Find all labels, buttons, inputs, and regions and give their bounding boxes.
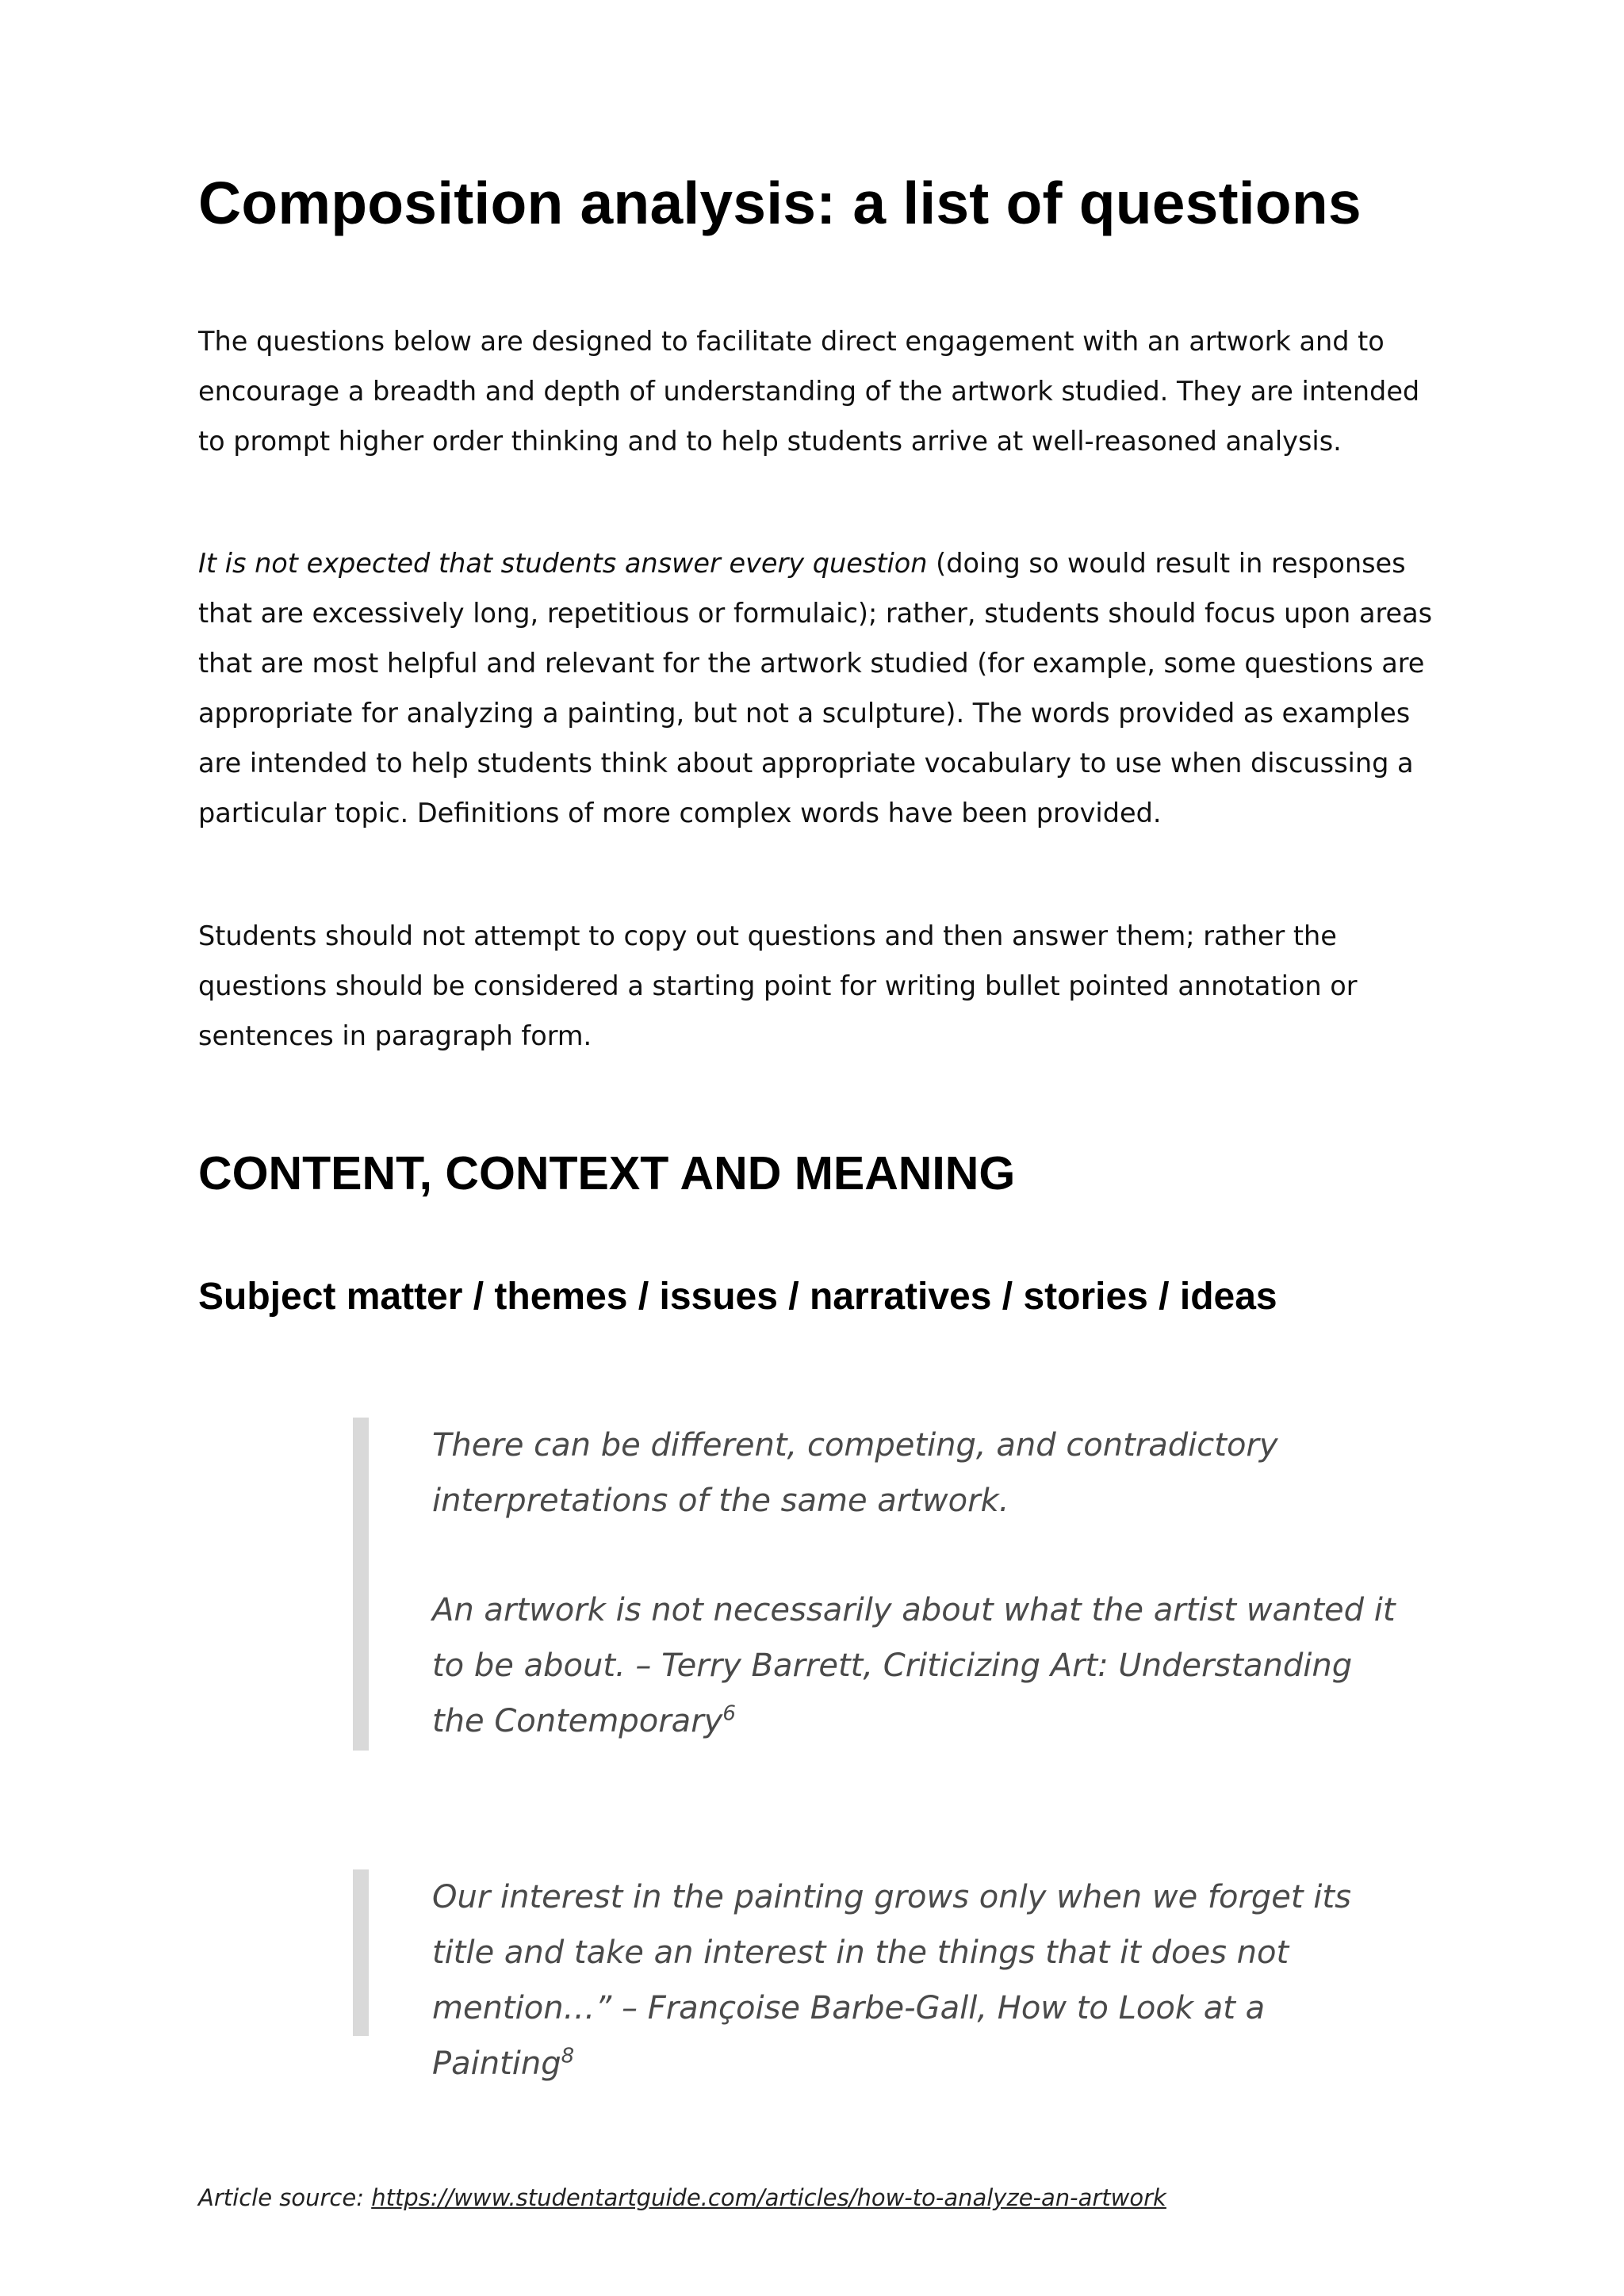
article-source-label: Article source:	[198, 2184, 372, 2211]
intro-paragraph: The questions below are designed to facilitate direct engagement with an artwork and to encourage a breadth and depth of understanding of the artwork studied. They are intended to prompt higher order thinking and to help students arrive at well-reasoned analysis.	[198, 326, 1420, 457]
subsection-heading: Subject matter / themes / issues / narratives / stories / ideas	[198, 1276, 1277, 1318]
note-paragraph	[198, 538, 1435, 838]
note-rest: (doing so would result in responses that are excessively long, repetitious or formulaic); rather, students should focus upon areas that are most helpful and relevant for the artwork studied (for example, some questions are appropriate for analyzing a painting, but not a sculpture). The words provided as examples are intended to help students think about appropriate vocabulary to use when discussing a particular topic. Definitions of more complex words have been provided.	[198, 548, 1433, 828]
article-source-link[interactable]: https://www.studentartguide.com/articles/how-to-analyze-an-artwork	[371, 2184, 1166, 2211]
quote-1-line-2	[432, 1582, 1400, 1749]
section-heading: CONTENT, CONTEXT AND MEANING	[198, 1147, 1016, 1200]
article-source	[198, 2182, 1166, 2214]
quote-2-text-wrap	[432, 1869, 1400, 2091]
page-title: Composition analysis: a list of questions	[198, 170, 1362, 236]
quote-2-text: Our interest in the painting grows only when we forget its title and take an interest in the things that it does not mention…” – Françoise Barbe-Gall, How to Look at a Painting	[432, 1879, 1351, 2082]
footnote-marker: 8	[561, 2044, 575, 2068]
quote-1-line-1: There can be different, competing, and contradictory interpretations of the same artwork.	[432, 1427, 1278, 1519]
footnote-marker: 6	[722, 1701, 736, 1726]
instruction-paragraph: Students should not attempt to copy out questions and then answer them; rather the questions should be considered a starting point for writing bullet pointed annotation or sentences in paragraph form.	[198, 920, 1358, 1051]
blockquote-barrett	[353, 1418, 1400, 1751]
quote-1-line-2-text: An artwork is not necessarily about what the artist wanted it to be about. – Terry Barrett, Criticizing Art: Understanding the Contemporary	[432, 1592, 1396, 1739]
blockquote-barbe-gall	[353, 1869, 1400, 2082]
note-italic-lead: It is not expected that students answer every question	[198, 548, 928, 579]
